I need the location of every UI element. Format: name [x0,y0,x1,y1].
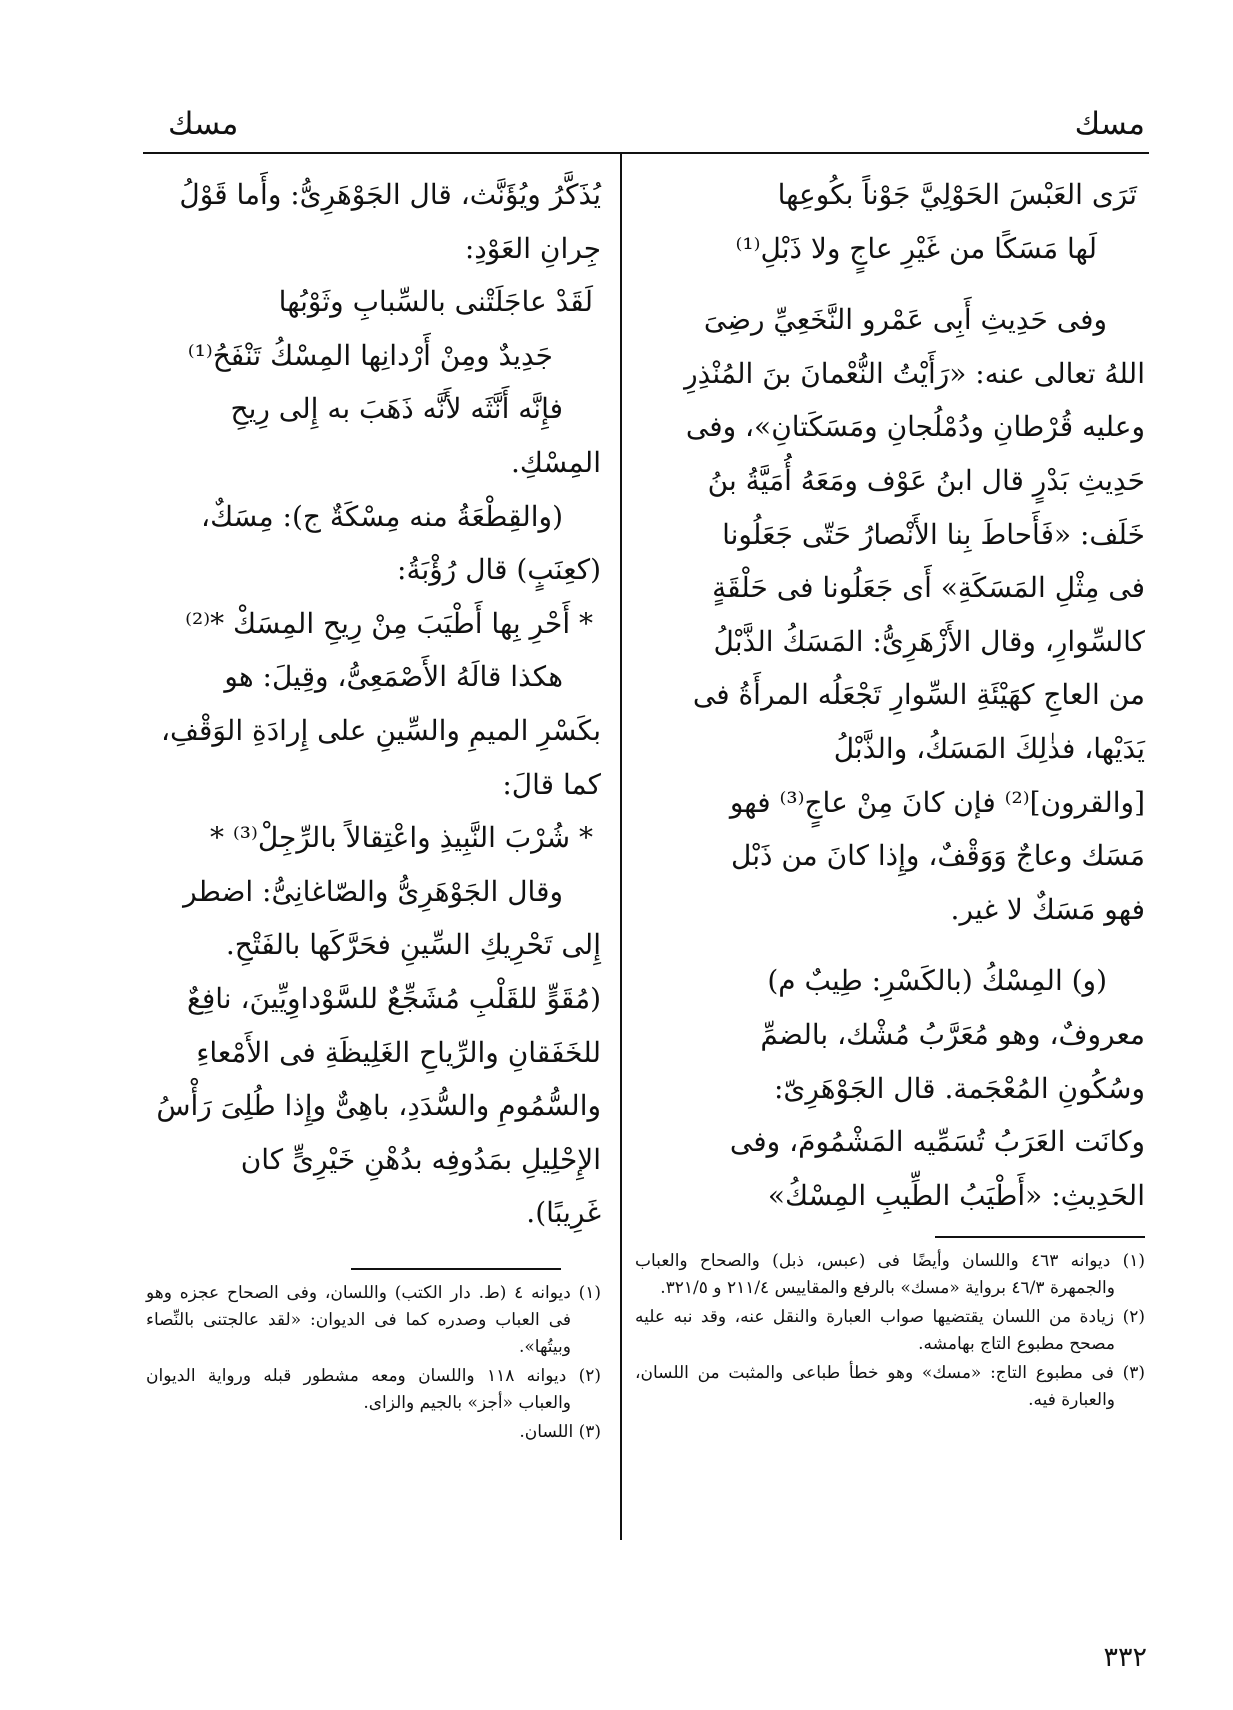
text-line: للخَفَقانِ والرِّياحِ الغَلِيظَةِ فى الأَمْعاءِ [196,1035,601,1069]
text-line: [والقرون]⁽²⁾ فإن كانَ مِنْ عاجٍ⁽³⁾ فهو [729,785,1145,819]
text-line: وعليه قُرْطانِ ودُمْلُجانِ ومَسَكَتانِ»، وفى [685,410,1145,444]
page-number: ٣٣٢ [1103,1642,1147,1673]
right-column-text [635,168,1145,1222]
right-column [635,168,1145,1416]
verse-line: لَها مَسَكًا من غَيْرِ عاجٍ ولا ذَبْلِ⁽¹⁾ [735,231,1097,265]
text-line: خَلَف: «فَأَحاطَ بِنا الأَنْصارُ حَتّى جَعَلُونا [722,517,1145,551]
text-line: (والقِطْعَةُ منه مِسْكَةٌ ج): مِسَكٌ، [201,499,563,533]
text-line: يَدَيْها، فذٰلِكَ المَسَكُ، والذَّبْلُ [833,731,1145,765]
footnote: (٣) فى مطبوع التاج: «مسك» وهو خطأ طباعى والمثبت من اللسان، والعبارة فيه. [635,1363,1145,1411]
footnote: (١) ديوانه ٤٦٣ واللسان وأيضًا فى (عبس، ذبل) والصحاح والعباب والجمهرة ٤٦/٣ برواية «مسك» بالرفع والمقاييس ٢١١/٤ و ٣٢١/٥. [635,1251,1146,1299]
text-line: فى مِثْلِ المَسَكَةِ» أَى جَعَلُونا فى حَلْقَةٍ [712,571,1145,605]
footnote: (٣) اللسان. [519,1421,601,1442]
text-line: فهو مَسَكٌ لا غير. [950,892,1145,926]
verse-line: * أَحْرِ بِها أَطْيَبَ مِنْ رِيحِ المِسَكْ *⁽²⁾ [185,606,593,640]
verse-line: * شُرْبَ النَّبِيذِ واعْتِقالاً بالرِّجِلْ⁽³⁾ * [209,821,593,855]
text-line: مَسَك وعاجٌ وَوَقْفٌ، وإِذا كانَ من ذَبْل [730,839,1145,873]
text-line: (كعِنَبٍ) قال رُؤْبَةُ: [397,553,601,587]
text-line: هكذا قالَهُ الأَصْمَعِىُّ، وقِيلَ: هو [224,660,563,694]
text-line: فإِنَّه أَنَّثَه لأَنَّه ذَهَبَ به إِلى رِيحِ [230,392,563,426]
footnote: (١) ديوانه ٤ (ط. دار الكتب) واللسان، وفى الصحاح عجزه وهو فى العباب وصدره كما فى الديوان: «لقد عالجتنى بالنِّصاء وبيتُها». [146,1282,601,1357]
header-word-left: مسك [168,106,239,142]
text-line: الحَدِيثِ: «أَطْيَبُ الطِّيبِ المِسْكُ» [767,1178,1145,1212]
text-line: (و) المِسْكُ (بالكَسْرِ: طِيبٌ م) [767,964,1107,998]
text-line: وسُكُونِ المُعْجَمة. قال الجَوْهَرِىّ: [773,1071,1145,1105]
text-line: اللهُ تعالى عنه: «رَأَيْتُ النُّعْمانَ بنَ المُنْذِرِ [684,356,1145,390]
column-divider [620,154,622,1540]
text-line: يُذَكَّرُ ويُؤَنَّث، قال الجَوْهَرِىُّ: وأَما قَوْلُ [179,178,601,211]
text-line: غَرِيبًا). [526,1196,601,1230]
right-footnotes [635,1248,1145,1414]
text-line: بكَسْرِ الميمِ والسِّينِ على إِرادَةِ الوَقْفِ، [160,713,601,747]
text-line: المِسْكِ. [511,445,601,479]
left-column-text [146,168,601,1240]
text-line: معروفٌ، وهو مُعَرَّبُ مُشْك، بالضمِّ [760,1017,1145,1051]
header-word-right: مسك [1074,106,1145,142]
header-rule [143,152,1149,154]
text-line: الإِحْلِيلِ بمَدُوفِه بدُهْنِ خَيْرِىٍّ كان [240,1142,601,1176]
verse-line: تَرَى العَبْسَ الحَوْلِيَّ جَوْناً بكُوعِها [777,178,1137,211]
footnote-rule [935,1236,1145,1238]
footnote-rule [351,1268,561,1270]
text-line: من العاجِ كهَيْئَةِ السِّوارِ تَجْعَلُه المرأَةُ فى [692,678,1145,712]
verse-line: جَدِيدٌ ومِنْ أَرْدانِها المِسْكُ تَنْفَحُ⁽¹⁾ [187,338,553,372]
text-line: (مُقَوٍّ للقَلْبِ مُشَجِّعٌ للسَّوْداوِيِّينَ، نافِعٌ [186,981,601,1015]
text-line: كالسِّوارِ، وقال الأَزْهَرِىُّ: المَسَكُ الذَّبْلُ [713,624,1145,658]
text-line: كما قالَ: [502,767,601,801]
verse-line: لَقَدْ عاجَلَتْنى بالسِّبابِ وثَوْبُها [278,285,593,319]
text-line: حَدِيثِ بَدْرٍ قال ابنُ عَوْف ومَعَهُ أُمَيَّةُ بنُ [707,463,1145,497]
footnote: (٢) ديوانه ١١٨ واللسان ومعه مشطور قبله ورواية الديوان والعباب «أجز» بالجيم والزاى. [146,1365,602,1413]
left-column [146,168,601,1448]
text-line: والسُّمُومِ والسُّدَدِ، باهِىٌّ وإِذا طُلِىَ رَأْسُ [156,1089,601,1123]
text-line: وكانَت العَرَبُ تُسَمِّيه المَشْمُومَ، وفى [729,1125,1145,1159]
text-line: إِلى تَحْرِيكِ السِّينِ فحَرَّكَها بالفَتْحِ. [225,928,601,962]
footnote: (٢) زيادة من اللسان يقتضيها صواب العبارة والنقل عنه، وقد نبه عليه مصحح مطبوع التاج بهامشه. [635,1307,1145,1355]
text-line: وفى حَدِيثِ أَبِى عَمْرو النَّخَعِيِّ رضِىَ [703,303,1107,337]
text-line: وقال الجَوْهَرِىُّ والصّاغانِىُّ: اضطر [183,874,563,908]
left-footnotes [146,1280,601,1446]
text-line: جِرانِ العَوْدِ: [464,231,601,265]
